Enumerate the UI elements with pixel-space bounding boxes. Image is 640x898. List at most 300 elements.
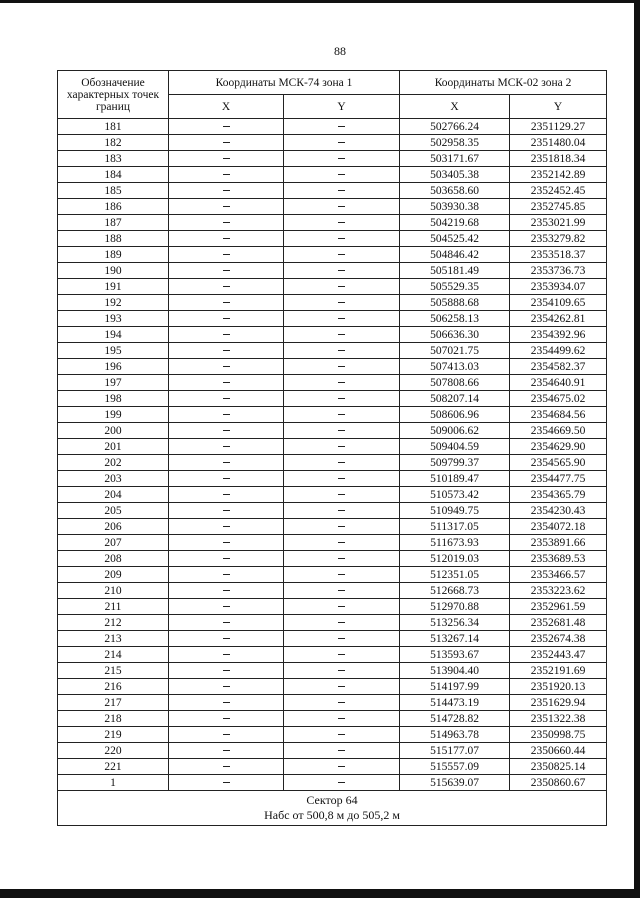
dash-mark — [223, 222, 230, 223]
header-msk02: Координаты МСК-02 зона 2 — [400, 71, 607, 95]
msk02-x-cell: 508606.96 — [400, 407, 510, 423]
dash-mark — [338, 670, 345, 671]
msk02-y-cell: 2354675.02 — [510, 391, 607, 407]
dash-mark — [223, 558, 230, 559]
msk02-x-cell: 505181.49 — [400, 263, 510, 279]
dash-mark — [223, 302, 230, 303]
table-row — [58, 199, 607, 215]
dash-mark — [223, 190, 230, 191]
msk02-x-cell: 503171.67 — [400, 151, 510, 167]
msk74-x-cell — [169, 567, 284, 583]
dash-mark — [223, 542, 230, 543]
dash-mark — [223, 622, 230, 623]
dash-mark — [223, 254, 230, 255]
msk74-y-cell — [284, 695, 400, 711]
dash-mark — [223, 734, 230, 735]
msk02-y-cell: 2353736.73 — [510, 263, 607, 279]
msk02-x-cell: 509404.59 — [400, 439, 510, 455]
msk74-x-cell — [169, 327, 284, 343]
msk74-y-cell — [284, 743, 400, 759]
dash-mark — [223, 318, 230, 319]
dash-mark — [338, 462, 345, 463]
dash-mark — [338, 254, 345, 255]
msk74-y-cell — [284, 407, 400, 423]
table-row — [58, 759, 607, 775]
msk02-y-cell: 2352961.59 — [510, 599, 607, 615]
msk74-x-cell — [169, 343, 284, 359]
dash-mark — [338, 206, 345, 207]
msk74-x-cell — [169, 167, 284, 183]
msk02-x-cell: 514197.99 — [400, 679, 510, 695]
msk02-y-cell: 2352452.45 — [510, 183, 607, 199]
table-row — [58, 439, 607, 455]
header-msk74-x: X — [169, 95, 284, 119]
point-code-cell: 218 — [58, 711, 169, 727]
msk02-x-cell: 514473.19 — [400, 695, 510, 711]
table-row — [58, 135, 607, 151]
dash-mark — [223, 382, 230, 383]
msk02-x-cell: 502958.35 — [400, 135, 510, 151]
msk74-x-cell — [169, 743, 284, 759]
msk74-x-cell — [169, 775, 284, 791]
msk02-y-cell: 2354230.43 — [510, 503, 607, 519]
dash-mark — [338, 782, 345, 783]
dash-mark — [338, 222, 345, 223]
scan-edge-right — [634, 0, 640, 898]
msk02-y-cell: 2352443.47 — [510, 647, 607, 663]
dash-mark — [223, 206, 230, 207]
dash-mark — [223, 462, 230, 463]
table-row — [58, 279, 607, 295]
dash-mark — [223, 494, 230, 495]
table-row — [58, 599, 607, 615]
dash-mark — [338, 238, 345, 239]
msk74-x-cell — [169, 375, 284, 391]
msk02-y-cell: 2353934.07 — [510, 279, 607, 295]
table-row — [58, 743, 607, 759]
msk74-y-cell — [284, 711, 400, 727]
msk02-y-cell: 2350660.44 — [510, 743, 607, 759]
msk74-x-cell — [169, 599, 284, 615]
point-code-cell: 205 — [58, 503, 169, 519]
msk02-y-cell: 2353021.99 — [510, 215, 607, 231]
msk02-x-cell: 513267.14 — [400, 631, 510, 647]
dash-mark — [338, 302, 345, 303]
msk02-y-cell: 2354109.65 — [510, 295, 607, 311]
point-code-cell: 214 — [58, 647, 169, 663]
msk02-y-cell: 2354629.90 — [510, 439, 607, 455]
dash-mark — [223, 750, 230, 751]
msk74-y-cell — [284, 663, 400, 679]
table-row — [58, 151, 607, 167]
dash-mark — [338, 526, 345, 527]
msk74-x-cell — [169, 135, 284, 151]
dash-mark — [338, 494, 345, 495]
point-code-cell: 185 — [58, 183, 169, 199]
msk74-y-cell — [284, 263, 400, 279]
table-row — [58, 471, 607, 487]
msk02-y-cell: 2352674.38 — [510, 631, 607, 647]
dash-mark — [338, 286, 345, 287]
msk02-x-cell: 507021.75 — [400, 343, 510, 359]
dash-mark — [223, 286, 230, 287]
msk02-x-cell: 512351.05 — [400, 567, 510, 583]
msk02-x-cell: 513593.67 — [400, 647, 510, 663]
table-row — [58, 535, 607, 551]
table-row — [58, 775, 607, 791]
dash-mark — [223, 606, 230, 607]
msk74-x-cell — [169, 151, 284, 167]
point-code-cell: 207 — [58, 535, 169, 551]
msk74-y-cell — [284, 615, 400, 631]
msk74-y-cell — [284, 375, 400, 391]
msk02-y-cell: 2354640.91 — [510, 375, 607, 391]
dash-mark — [223, 142, 230, 143]
dash-mark — [338, 174, 345, 175]
msk02-y-cell: 2351920.13 — [510, 679, 607, 695]
point-code-cell: 213 — [58, 631, 169, 647]
dash-mark — [223, 590, 230, 591]
dash-mark — [338, 558, 345, 559]
msk74-x-cell — [169, 503, 284, 519]
table-row — [58, 359, 607, 375]
msk74-x-cell — [169, 727, 284, 743]
table-row — [58, 183, 607, 199]
dash-mark — [223, 478, 230, 479]
dash-mark — [338, 446, 345, 447]
point-code-cell: 199 — [58, 407, 169, 423]
msk74-x-cell — [169, 551, 284, 567]
point-code-cell: 217 — [58, 695, 169, 711]
point-code-cell: 182 — [58, 135, 169, 151]
msk02-x-cell: 512019.03 — [400, 551, 510, 567]
table-row — [58, 343, 607, 359]
dash-mark — [338, 126, 345, 127]
msk74-y-cell — [284, 727, 400, 743]
msk74-x-cell — [169, 631, 284, 647]
msk74-y-cell — [284, 231, 400, 247]
point-code-cell: 191 — [58, 279, 169, 295]
msk02-x-cell: 503405.38 — [400, 167, 510, 183]
msk02-x-cell: 508207.14 — [400, 391, 510, 407]
point-code-cell: 216 — [58, 679, 169, 695]
msk74-y-cell — [284, 567, 400, 583]
msk02-y-cell: 2352142.89 — [510, 167, 607, 183]
msk74-y-cell — [284, 471, 400, 487]
msk74-y-cell — [284, 151, 400, 167]
msk74-x-cell — [169, 647, 284, 663]
msk02-x-cell: 515557.09 — [400, 759, 510, 775]
table-row — [58, 327, 607, 343]
dash-mark — [338, 398, 345, 399]
msk74-x-cell — [169, 759, 284, 775]
point-code-cell: 181 — [58, 119, 169, 135]
msk02-x-cell: 502766.24 — [400, 119, 510, 135]
dash-mark — [223, 414, 230, 415]
dash-mark — [338, 686, 345, 687]
msk02-y-cell: 2354582.37 — [510, 359, 607, 375]
msk74-y-cell — [284, 519, 400, 535]
dash-mark — [223, 430, 230, 431]
msk02-x-cell: 505529.35 — [400, 279, 510, 295]
dash-mark — [223, 350, 230, 351]
page-number: 88 — [334, 44, 346, 58]
scan-edge-top — [0, 0, 640, 3]
msk02-y-cell: 2353518.37 — [510, 247, 607, 263]
msk74-y-cell — [284, 135, 400, 151]
dash-mark — [223, 446, 230, 447]
table-body — [58, 119, 607, 791]
msk74-x-cell — [169, 279, 284, 295]
dash-mark — [338, 574, 345, 575]
msk02-y-cell: 2354477.75 — [510, 471, 607, 487]
msk02-x-cell: 511673.93 — [400, 535, 510, 551]
dash-mark — [338, 622, 345, 623]
table-row — [58, 567, 607, 583]
point-code-cell: 201 — [58, 439, 169, 455]
msk02-x-cell: 510949.75 — [400, 503, 510, 519]
msk74-y-cell — [284, 583, 400, 599]
dash-mark — [338, 190, 345, 191]
table-row — [58, 119, 607, 135]
table-row — [58, 311, 607, 327]
point-code-cell: 208 — [58, 551, 169, 567]
dash-mark — [223, 766, 230, 767]
msk02-y-cell: 2354565.90 — [510, 455, 607, 471]
msk74-x-cell — [169, 311, 284, 327]
point-code-cell: 200 — [58, 423, 169, 439]
msk02-y-cell: 2352681.48 — [510, 615, 607, 631]
msk74-y-cell — [284, 679, 400, 695]
point-code-cell: 219 — [58, 727, 169, 743]
dash-mark — [338, 350, 345, 351]
msk02-x-cell: 515639.07 — [400, 775, 510, 791]
msk74-x-cell — [169, 439, 284, 455]
msk02-x-cell: 509799.37 — [400, 455, 510, 471]
msk02-y-cell: 2354072.18 — [510, 519, 607, 535]
table-row — [58, 695, 607, 711]
msk74-x-cell — [169, 615, 284, 631]
msk02-x-cell: 504219.68 — [400, 215, 510, 231]
dash-mark — [338, 590, 345, 591]
dash-mark — [338, 158, 345, 159]
msk02-y-cell: 2353223.62 — [510, 583, 607, 599]
dash-mark — [223, 670, 230, 671]
dash-mark — [338, 510, 345, 511]
msk74-y-cell — [284, 295, 400, 311]
msk02-x-cell: 505888.68 — [400, 295, 510, 311]
point-code-cell: 183 — [58, 151, 169, 167]
dash-mark — [223, 398, 230, 399]
height-range: Набс от 500,8 м до 505,2 м — [264, 808, 400, 822]
msk02-x-cell: 513904.40 — [400, 663, 510, 679]
dash-mark — [338, 478, 345, 479]
table-row — [58, 295, 607, 311]
dash-mark — [338, 270, 345, 271]
msk02-y-cell: 2354499.62 — [510, 343, 607, 359]
header-point-code: Обозначение характерных точек границ — [58, 71, 169, 119]
msk02-y-cell: 2353891.66 — [510, 535, 607, 551]
table-row — [58, 615, 607, 631]
msk02-y-cell: 2351129.27 — [510, 119, 607, 135]
table-row — [58, 263, 607, 279]
dash-mark — [338, 750, 345, 751]
point-code-cell: 193 — [58, 311, 169, 327]
point-code-cell: 192 — [58, 295, 169, 311]
msk02-x-cell: 510573.42 — [400, 487, 510, 503]
msk02-y-cell: 2351629.94 — [510, 695, 607, 711]
table-row — [58, 551, 607, 567]
msk74-x-cell — [169, 663, 284, 679]
msk74-y-cell — [284, 359, 400, 375]
msk74-x-cell — [169, 231, 284, 247]
point-code-cell: 211 — [58, 599, 169, 615]
msk74-y-cell — [284, 279, 400, 295]
dash-mark — [338, 318, 345, 319]
point-code-cell: 1 — [58, 775, 169, 791]
header-msk74-y: Y — [284, 95, 400, 119]
msk74-y-cell — [284, 551, 400, 567]
msk74-x-cell — [169, 263, 284, 279]
msk74-y-cell — [284, 167, 400, 183]
dash-mark — [223, 574, 230, 575]
dash-mark — [338, 654, 345, 655]
table-row — [58, 663, 607, 679]
dash-mark — [223, 782, 230, 783]
point-code-cell: 204 — [58, 487, 169, 503]
dash-mark — [223, 158, 230, 159]
point-code-cell: 188 — [58, 231, 169, 247]
point-code-cell: 212 — [58, 615, 169, 631]
dash-mark — [338, 334, 345, 335]
dash-mark — [223, 686, 230, 687]
msk74-x-cell — [169, 407, 284, 423]
table-row — [58, 679, 607, 695]
table-footer — [58, 791, 607, 826]
point-code-cell: 215 — [58, 663, 169, 679]
dash-mark — [223, 238, 230, 239]
table-row — [58, 503, 607, 519]
msk74-x-cell — [169, 711, 284, 727]
dash-mark — [338, 542, 345, 543]
msk02-x-cell: 504846.42 — [400, 247, 510, 263]
msk74-x-cell — [169, 535, 284, 551]
point-code-cell: 221 — [58, 759, 169, 775]
msk74-x-cell — [169, 183, 284, 199]
dash-mark — [338, 718, 345, 719]
dash-mark — [223, 654, 230, 655]
dash-mark — [223, 526, 230, 527]
point-code-cell: 206 — [58, 519, 169, 535]
dash-mark — [338, 766, 345, 767]
msk02-y-cell: 2353689.53 — [510, 551, 607, 567]
header-msk02-x: X — [400, 95, 510, 119]
msk74-x-cell — [169, 679, 284, 695]
point-code-cell: 202 — [58, 455, 169, 471]
msk74-y-cell — [284, 775, 400, 791]
msk74-y-cell — [284, 343, 400, 359]
msk02-y-cell: 2350825.14 — [510, 759, 607, 775]
table-row — [58, 423, 607, 439]
msk02-x-cell: 512668.73 — [400, 583, 510, 599]
point-code-cell: 209 — [58, 567, 169, 583]
msk74-y-cell — [284, 119, 400, 135]
msk74-y-cell — [284, 327, 400, 343]
msk74-y-cell — [284, 455, 400, 471]
dash-mark — [338, 638, 345, 639]
dash-mark — [338, 606, 345, 607]
msk02-y-cell: 2354365.79 — [510, 487, 607, 503]
msk02-y-cell: 2352191.69 — [510, 663, 607, 679]
msk74-x-cell — [169, 199, 284, 215]
header-msk02-y: Y — [510, 95, 607, 119]
msk74-y-cell — [284, 423, 400, 439]
table-row — [58, 231, 607, 247]
msk02-y-cell: 2351818.34 — [510, 151, 607, 167]
msk74-y-cell — [284, 599, 400, 615]
dash-mark — [338, 382, 345, 383]
dash-mark — [338, 414, 345, 415]
dash-mark — [223, 718, 230, 719]
msk74-y-cell — [284, 487, 400, 503]
msk02-x-cell: 509006.62 — [400, 423, 510, 439]
msk02-y-cell: 2354669.50 — [510, 423, 607, 439]
table-row — [58, 711, 607, 727]
point-code-cell: 203 — [58, 471, 169, 487]
msk74-x-cell — [169, 471, 284, 487]
table-row — [58, 247, 607, 263]
msk74-y-cell — [284, 503, 400, 519]
msk02-y-cell: 2354392.96 — [510, 327, 607, 343]
msk02-x-cell: 504525.42 — [400, 231, 510, 247]
msk74-x-cell — [169, 583, 284, 599]
dash-mark — [338, 702, 345, 703]
msk02-x-cell: 503658.60 — [400, 183, 510, 199]
msk74-y-cell — [284, 311, 400, 327]
msk74-x-cell — [169, 455, 284, 471]
msk74-x-cell — [169, 519, 284, 535]
msk74-x-cell — [169, 295, 284, 311]
msk74-x-cell — [169, 119, 284, 135]
table-row — [58, 631, 607, 647]
msk02-y-cell: 2353279.82 — [510, 231, 607, 247]
coordinates-table — [57, 70, 607, 826]
dash-mark — [338, 430, 345, 431]
point-code-cell: 189 — [58, 247, 169, 263]
point-code-cell: 194 — [58, 327, 169, 343]
table-row — [58, 583, 607, 599]
msk02-x-cell: 511317.05 — [400, 519, 510, 535]
msk74-y-cell — [284, 535, 400, 551]
msk74-y-cell — [284, 247, 400, 263]
msk74-y-cell — [284, 183, 400, 199]
dash-mark — [223, 702, 230, 703]
point-code-cell: 195 — [58, 343, 169, 359]
header-msk74: Координаты МСК-74 зона 1 — [169, 71, 400, 95]
msk02-x-cell: 507413.03 — [400, 359, 510, 375]
msk02-y-cell: 2352745.85 — [510, 199, 607, 215]
dash-mark — [223, 510, 230, 511]
table-row — [58, 375, 607, 391]
msk02-x-cell: 515177.07 — [400, 743, 510, 759]
table-row — [58, 167, 607, 183]
point-code-cell: 210 — [58, 583, 169, 599]
msk74-y-cell — [284, 199, 400, 215]
msk02-x-cell: 503930.38 — [400, 199, 510, 215]
msk02-x-cell: 514728.82 — [400, 711, 510, 727]
msk74-y-cell — [284, 215, 400, 231]
point-code-cell: 186 — [58, 199, 169, 215]
